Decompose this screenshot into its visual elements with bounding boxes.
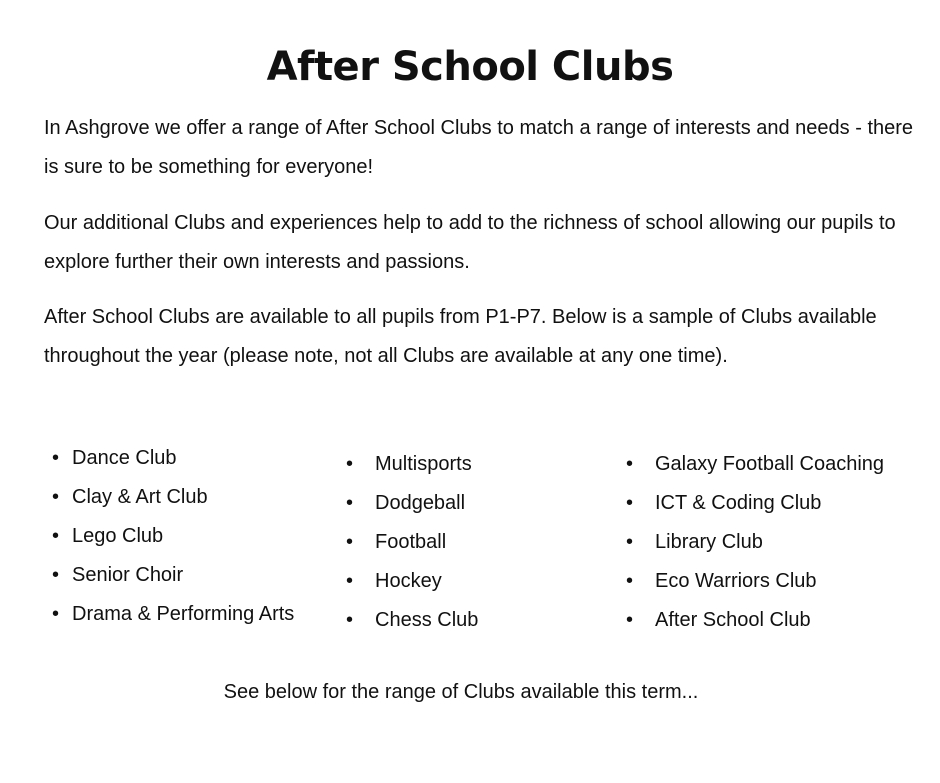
bullet-icon: • <box>626 570 634 592</box>
availability-paragraph: After School Clubs are available to all pupils from P1-P7. Below is a sample of Clubs available throughout the year (please note, not all Clubs are available at any one time). <box>44 306 877 367</box>
page-title: After School Clubs <box>266 44 674 90</box>
list-item <box>52 517 294 556</box>
bullet-icon: • <box>346 609 354 631</box>
bullet-icon: • <box>626 531 634 553</box>
list-item <box>346 601 478 640</box>
clubs-list-column-1 <box>52 439 294 634</box>
bullet-icon: • <box>626 609 634 631</box>
list-item <box>52 595 294 634</box>
club-name: Eco Warriors Club <box>655 570 817 592</box>
club-name: Football <box>375 531 447 553</box>
club-name: Hockey <box>375 570 442 592</box>
bullet-icon: • <box>346 492 354 514</box>
bullet-icon: • <box>626 492 634 514</box>
list-item <box>626 562 884 601</box>
intro-paragraph: In Ashgrove we offer a range of After School Clubs to match a range of interests and needs - there is sure to be something for everyone! <box>44 117 914 178</box>
list-item <box>346 445 478 484</box>
club-name: Senior Choir <box>72 564 184 586</box>
bullet-icon: • <box>346 531 354 553</box>
list-item <box>626 523 884 562</box>
clubs-list-column-3 <box>626 445 884 640</box>
bullet-icon: • <box>52 564 60 586</box>
bullet-icon: • <box>626 453 634 475</box>
bullet-icon: • <box>52 447 60 469</box>
bullet-icon: • <box>52 486 60 508</box>
list-item <box>52 439 294 478</box>
club-name: Clay & Art Club <box>72 486 208 508</box>
footer-note: See below for the range of Clubs available this term... <box>223 681 699 703</box>
list-item <box>626 601 884 640</box>
bullet-icon: • <box>52 603 60 625</box>
list-item <box>346 562 478 601</box>
club-name: Galaxy Football Coaching <box>655 453 885 475</box>
club-name: Multisports <box>375 453 472 475</box>
bullet-icon: • <box>52 525 60 547</box>
club-name: Library Club <box>655 531 763 553</box>
clubs-list-column-2 <box>346 445 478 640</box>
list-item <box>626 484 884 523</box>
list-item <box>52 556 294 595</box>
list-item <box>346 523 478 562</box>
bullet-icon: • <box>346 453 354 475</box>
club-name: Lego Club <box>72 525 164 547</box>
list-item <box>52 478 294 517</box>
club-name: Dodgeball <box>375 492 466 514</box>
club-name: ICT & Coding Club <box>655 492 822 514</box>
club-name: Drama & Performing Arts <box>72 603 295 625</box>
club-name: After School Club <box>655 609 811 631</box>
club-name: Chess Club <box>375 609 479 631</box>
list-item <box>626 445 884 484</box>
list-item <box>346 484 478 523</box>
bullet-icon: • <box>346 570 354 592</box>
clubs-benefit-paragraph: Our additional Clubs and experiences help to add to the richness of school allowing our pupils to explore further their own interests and passions. <box>44 212 896 273</box>
club-name: Dance Club <box>72 447 177 469</box>
